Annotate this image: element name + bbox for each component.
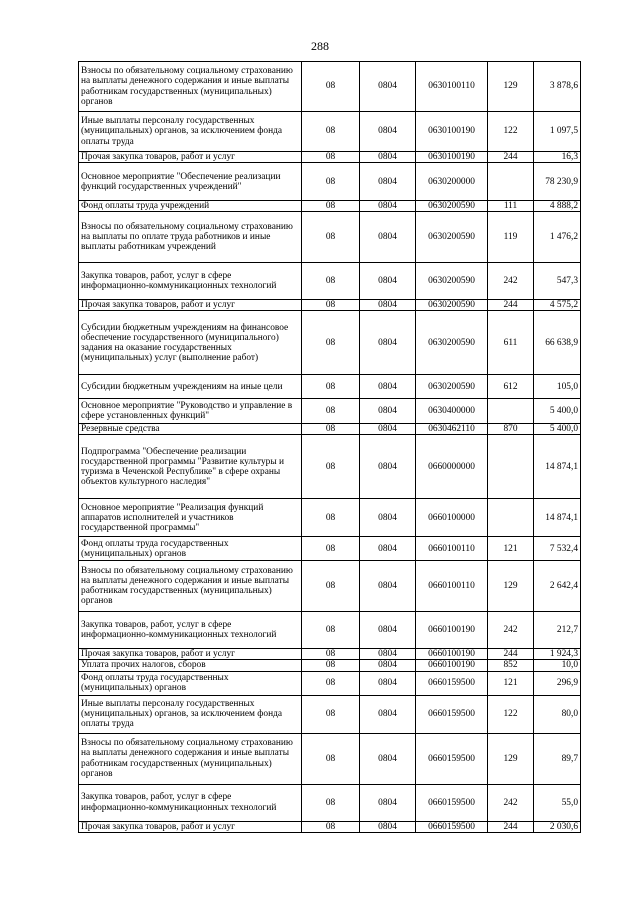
expense-type-code [488,399,534,424]
target-article-code: 0630200590 [416,263,488,300]
target-article-code: 0660100190 [416,660,488,671]
section-code: 08 [302,311,360,375]
table-row [79,612,581,649]
target-article-code: 0630200590 [416,300,488,311]
expense-type-code: 129 [488,62,534,112]
expense-type-code: 121 [488,537,534,561]
item-name: Фонд оплаты труда учреждений [79,201,302,212]
target-article-code: 0660159500 [416,821,488,832]
subsection-code: 0804 [360,212,416,263]
amount: 3 878,6 [534,62,581,112]
section-code: 08 [302,201,360,212]
expense-type-code: 611 [488,311,534,375]
section-code: 08 [302,612,360,649]
amount: 16,3 [534,152,581,163]
table-row [79,375,581,399]
amount: 66 638,9 [534,311,581,375]
item-name: Уплата прочих налогов, сборов [79,660,302,671]
amount: 89,7 [534,733,581,784]
expense-type-code: 244 [488,649,534,660]
table-row [79,537,581,561]
subsection-code: 0804 [360,671,416,695]
subsection-code: 0804 [360,660,416,671]
amount: 1 924,3 [534,649,581,660]
table-body [79,62,581,833]
section-code: 08 [302,671,360,695]
expense-type-code: 242 [488,612,534,649]
expense-type-code: 852 [488,660,534,671]
target-article-code: 0660100110 [416,537,488,561]
expense-type-code: 129 [488,561,534,612]
subsection-code: 0804 [360,733,416,784]
target-article-code: 0660159500 [416,695,488,733]
section-code: 08 [302,212,360,263]
section-code: 08 [302,163,360,201]
item-name: Резервные средства [79,424,302,435]
expense-type-code: 244 [488,821,534,832]
subsection-code: 0804 [360,435,416,499]
item-name: Закупка товаров, работ, услуг в сфере информационно-коммуникационных технологий [79,263,302,300]
subsection-code: 0804 [360,375,416,399]
expense-type-code: 122 [488,695,534,733]
section-code: 08 [302,435,360,499]
item-name: Закупка товаров, работ, услуг в сфере информационно-коммуникационных технологий [79,612,302,649]
budget-table [78,61,581,833]
subsection-code: 0804 [360,821,416,832]
item-name: Основное мероприятие "Обеспечение реализации функций государственных учреждений" [79,163,302,201]
item-name: Прочая закупка товаров, работ и услуг [79,300,302,311]
table-row [79,201,581,212]
table-row [79,660,581,671]
amount: 78 230,9 [534,163,581,201]
section-code: 08 [302,660,360,671]
target-article-code: 0660100190 [416,649,488,660]
expense-type-code: 122 [488,112,534,152]
table-row [79,62,581,112]
item-name: Иные выплаты персоналу государственных (муниципальных) органов, за исключением фонда оплаты труда [79,112,302,152]
section-code: 08 [302,537,360,561]
table-row [79,300,581,311]
table-row [79,821,581,832]
table-row [79,435,581,499]
item-name: Взносы по обязательному социальному страхованию на выплаты денежного содержания и иные выплаты работникам государственных (муниципальных) органов [79,733,302,784]
expense-type-code: 870 [488,424,534,435]
target-article-code: 0660100000 [416,499,488,537]
subsection-code: 0804 [360,561,416,612]
table-row [79,112,581,152]
expense-type-code [488,499,534,537]
amount: 4 575,2 [534,300,581,311]
table-row [79,399,581,424]
amount: 2 642,4 [534,561,581,612]
target-article-code: 0630200590 [416,201,488,212]
section-code: 08 [302,62,360,112]
amount: 4 888,2 [534,201,581,212]
table-row [79,163,581,201]
subsection-code: 0804 [360,263,416,300]
subsection-code: 0804 [360,163,416,201]
target-article-code: 0630400000 [416,399,488,424]
subsection-code: 0804 [360,311,416,375]
amount: 1 476,2 [534,212,581,263]
item-name: Субсидии бюджетным учреждениям на финансовое обеспечение государственного (муниципального) задания на оказание государственных (муниципальных) услуг (выполнение работ) [79,311,302,375]
section-code: 08 [302,784,360,821]
subsection-code: 0804 [360,399,416,424]
expense-type-code [488,435,534,499]
expense-type-code: 242 [488,263,534,300]
section-code: 08 [302,300,360,311]
subsection-code: 0804 [360,424,416,435]
expense-type-code: 111 [488,201,534,212]
amount: 14 874,1 [534,435,581,499]
target-article-code: 0660000000 [416,435,488,499]
amount: 1 097,5 [534,112,581,152]
amount: 5 400,0 [534,399,581,424]
section-code: 08 [302,399,360,424]
target-article-code: 0630200590 [416,375,488,399]
target-article-code: 0630100190 [416,152,488,163]
table-row [79,671,581,695]
target-article-code: 0630100190 [416,112,488,152]
subsection-code: 0804 [360,612,416,649]
item-name: Прочая закупка товаров, работ и услуг [79,821,302,832]
subsection-code: 0804 [360,201,416,212]
target-article-code: 0660159500 [416,671,488,695]
amount: 14 874,1 [534,499,581,537]
expense-type-code [488,163,534,201]
subsection-code: 0804 [360,112,416,152]
expense-type-code: 244 [488,300,534,311]
subsection-code: 0804 [360,537,416,561]
section-code: 08 [302,424,360,435]
item-name: Взносы по обязательному социальному страхованию на выплаты денежного содержания и иные выплаты работникам государственных (муниципальных) органов [79,561,302,612]
table-row [79,695,581,733]
table-row [79,499,581,537]
target-article-code: 0630200590 [416,311,488,375]
subsection-code: 0804 [360,62,416,112]
amount: 296,9 [534,671,581,695]
section-code: 08 [302,375,360,399]
section-code: 08 [302,112,360,152]
table-row [79,311,581,375]
table-row [79,733,581,784]
subsection-code: 0804 [360,300,416,311]
target-article-code: 0660100190 [416,612,488,649]
section-code: 08 [302,263,360,300]
table-row [79,152,581,163]
section-code: 08 [302,649,360,660]
subsection-code: 0804 [360,695,416,733]
subsection-code: 0804 [360,499,416,537]
amount: 5 400,0 [534,424,581,435]
expense-type-code: 612 [488,375,534,399]
page-number: 288 [311,39,329,53]
target-article-code: 0630462110 [416,424,488,435]
item-name: Подпрограмма "Обеспечение реализации государственной программы "Развитие культуры и туризма в Чеченской Республике" в сфере охраны объектов культурного наследия" [79,435,302,499]
item-name: Субсидии бюджетным учреждениям на иные цели [79,375,302,399]
section-code: 08 [302,695,360,733]
expense-type-code: 242 [488,784,534,821]
item-name: Основное мероприятие "Руководство и управление в сфере установленных функций" [79,399,302,424]
target-article-code: 0660159500 [416,784,488,821]
item-name: Закупка товаров, работ, услуг в сфере информационно-коммуникационных технологий [79,784,302,821]
section-code: 08 [302,733,360,784]
amount: 80,0 [534,695,581,733]
table-row [79,263,581,300]
item-name: Взносы по обязательному социальному страхованию на выплаты по оплате труда работников и иные выплаты работникам учреждений [79,212,302,263]
table-row [79,784,581,821]
expense-type-code: 129 [488,733,534,784]
amount: 7 532,4 [534,537,581,561]
section-code: 08 [302,152,360,163]
item-name: Взносы по обязательному социальному страхованию на выплаты денежного содержания и иные выплаты работникам государственных (муниципальных) органов [79,62,302,112]
table-row [79,212,581,263]
target-article-code: 0660100110 [416,561,488,612]
table-row [79,561,581,612]
amount: 547,3 [534,263,581,300]
target-article-code: 0630100110 [416,62,488,112]
target-article-code: 0630200000 [416,163,488,201]
amount: 10,0 [534,660,581,671]
amount: 2 030,6 [534,821,581,832]
item-name: Основное мероприятие "Реализация функций аппаратов исполнителей и участников государственной программы" [79,499,302,537]
section-code: 08 [302,499,360,537]
amount: 55,0 [534,784,581,821]
target-article-code: 0660159500 [416,733,488,784]
expense-type-code: 119 [488,212,534,263]
subsection-code: 0804 [360,784,416,821]
table-row [79,424,581,435]
amount: 105,0 [534,375,581,399]
table-row [79,649,581,660]
amount: 212,7 [534,612,581,649]
subsection-code: 0804 [360,152,416,163]
item-name: Фонд оплаты труда государственных (муниципальных) органов [79,537,302,561]
item-name: Иные выплаты персоналу государственных (муниципальных) органов, за исключением фонда оплаты труда [79,695,302,733]
item-name: Фонд оплаты труда государственных (муниципальных) органов [79,671,302,695]
section-code: 08 [302,561,360,612]
target-article-code: 0630200590 [416,212,488,263]
item-name: Прочая закупка товаров, работ и услуг [79,649,302,660]
expense-type-code: 121 [488,671,534,695]
subsection-code: 0804 [360,649,416,660]
expense-type-code: 244 [488,152,534,163]
section-code: 08 [302,821,360,832]
item-name: Прочая закупка товаров, работ и услуг [79,152,302,163]
